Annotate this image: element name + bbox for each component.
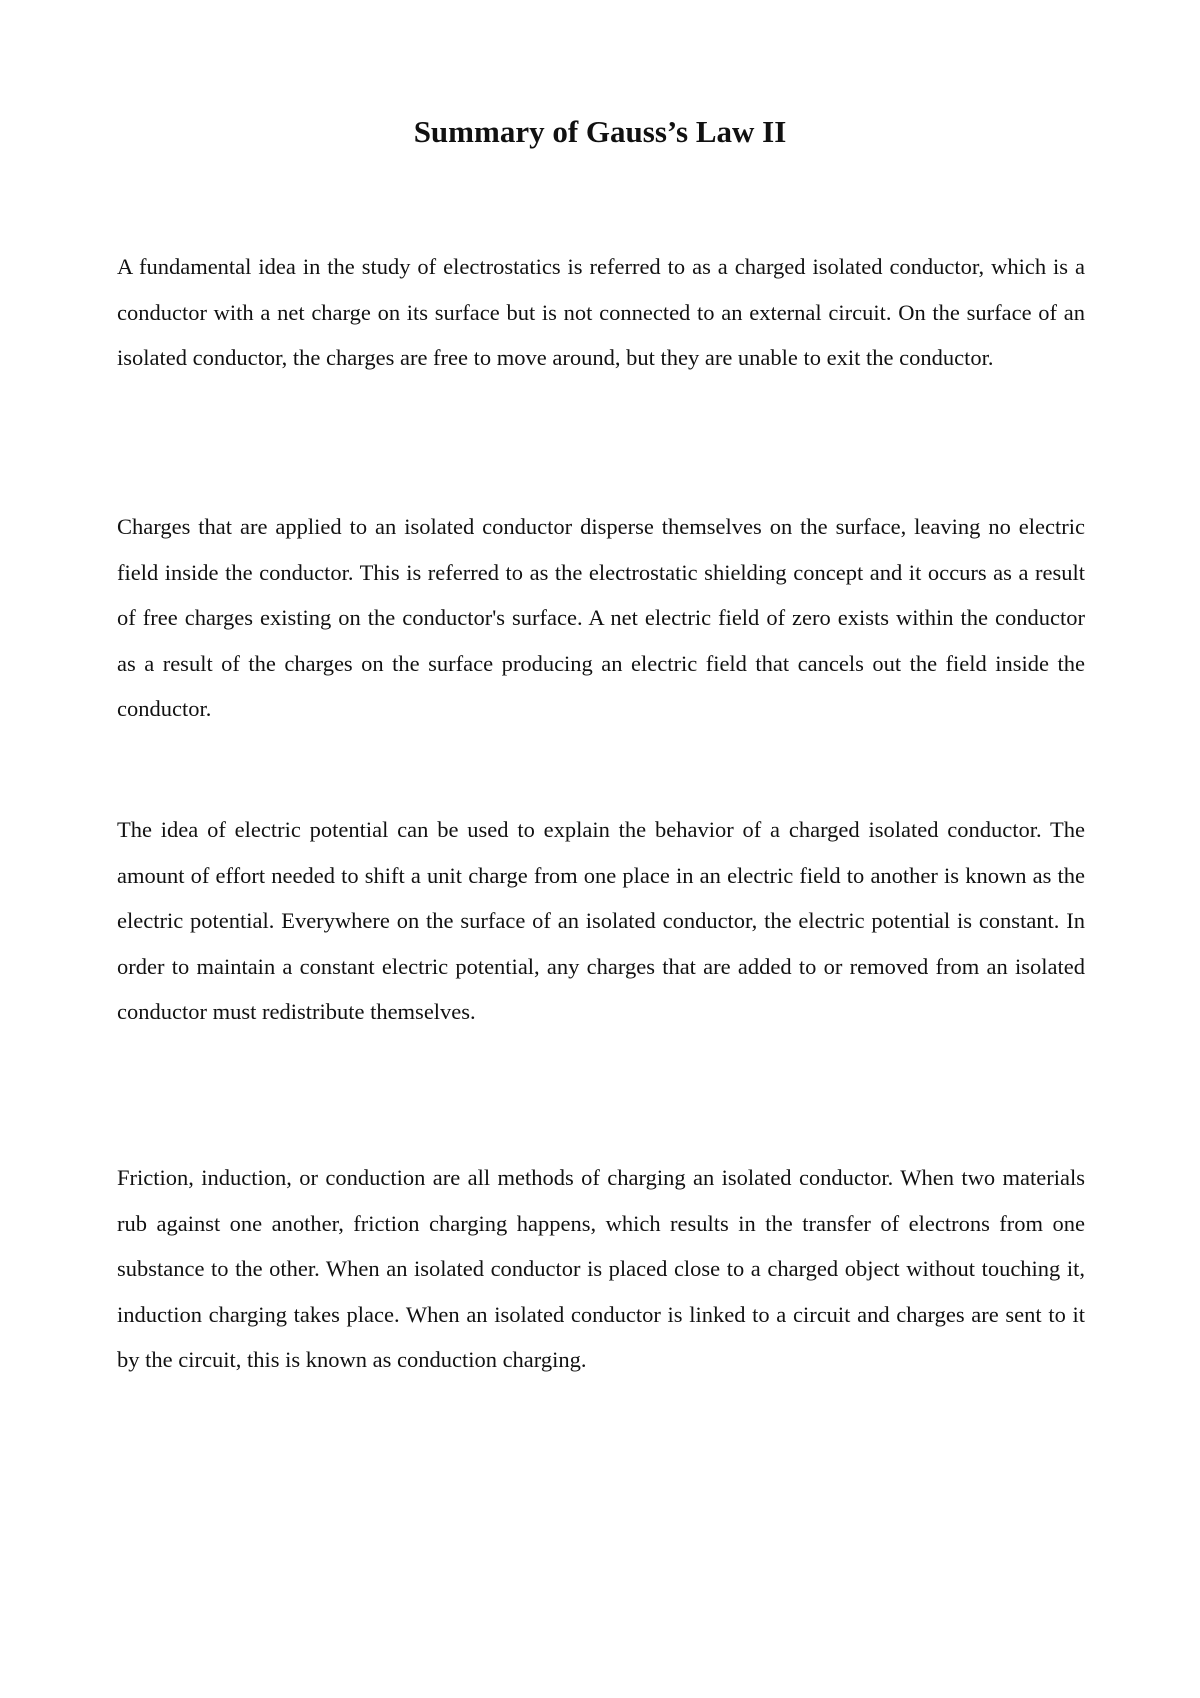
paragraph-electrostatic-shielding: Charges that are applied to an isolated conductor disperse themselves on the surface, leaving no electric field inside the conductor. This is referred to as the electrostatic shielding concept and it occurs as a result of free charges existing on the conductor's surface. A net electric field of zero exists within the conductor as a result of the charges on the surface producing an electric field that cancels out the field inside the conductor. [117,514,1085,721]
paragraph-charging-methods: Friction, induction, or conduction are all methods of charging an isolated conductor. When two materials rub against one another, friction charging happens, which results in the transfer of electrons from one substance to the other. When an isolated conductor is placed close to a charged object without touching it, induction charging takes place. When an isolated conductor is linked to a circuit and charges are sent to it by the circuit, this is known as conduction charging. [117,1165,1085,1372]
paragraph-isolated-conductor: A fundamental idea in the study of electrostatics is referred to as a charged isolated conductor, which is a conductor with a net charge on its surface but is not connected to an external circuit. On the surface of an isolated conductor, the charges are free to move around, but they are unable to exit the conductor. [117,254,1085,370]
paragraph-electric-potential: The idea of electric potential can be used to explain the behavior of a charged isolated conductor. The amount of effort needed to shift a unit charge from one place in an electric field to another is known as the electric potential. Everywhere on the surface of an isolated conductor, the electric potential is constant. In order to maintain a constant electric potential, any charges that are added to or removed from an isolated conductor must redistribute themselves. [117,817,1085,1024]
page-title: Summary of Gauss’s Law II [413,114,787,149]
